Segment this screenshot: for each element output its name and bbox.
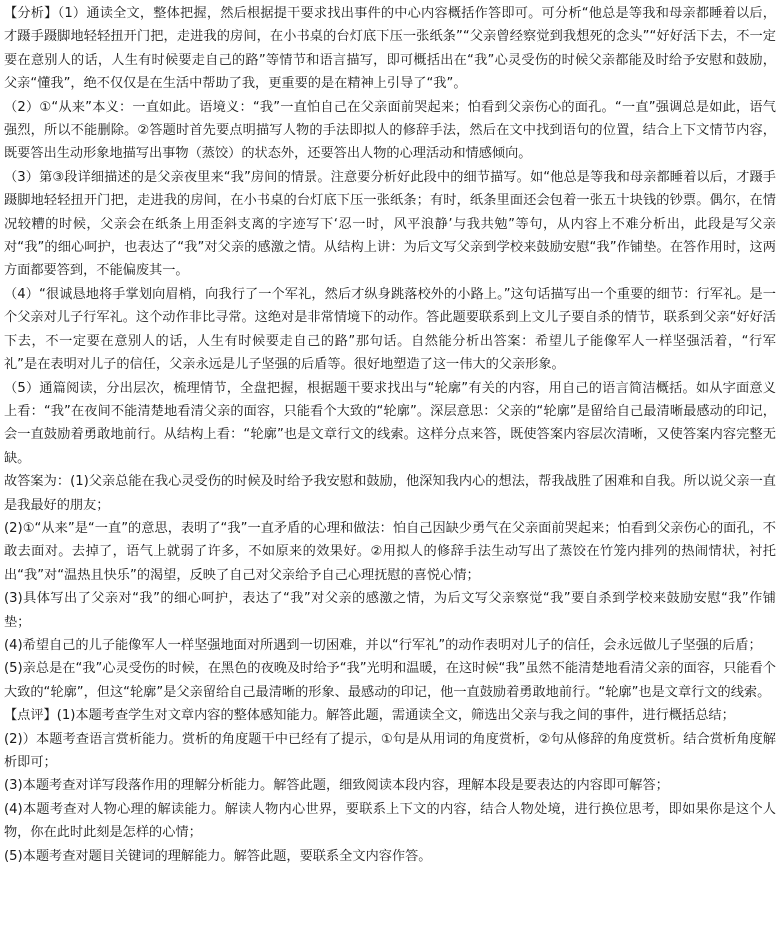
answer-q5: (5)亲总是在“我”心灵受伤的时候，在黑色的夜晚及时给予“我”光明和温暖，在这时候“我”虽然不能清楚地看清父亲的面容，只能看个大致的“轮廓”，但这“轮廓”是父亲留给自己最清晰的形象、最感动的印记，他一直鼓励着勇敢地前行。“轮廓”也是文章行文的线索。 xyxy=(4,661,776,700)
comment-q1: 【点评】(1)本题考查学生对文章内容的整体感知能力。解答此题，需通读全文，筛选出父亲与我之间的事件，进行概括总结； xyxy=(4,708,735,724)
answer-q2: (2)①“从来”是“一直”的意思，表明了“我”一直矛盾的心理和做法：怕自己因缺少勇气在父亲面前哭起来；怕看到父亲伤心的面孔，不敢去面对。去掉了，语气上就弱了许多，不如原来的效果好。②用拟人的修辞手法生动写出了蒸饺在竹笼内排列的热闹情状，衬托出“我”对“温热且快乐”的渴望，反映了自己对父亲给予自己心理抚慰的喜悦心情； xyxy=(4,520,776,583)
comment-q5: (5)本题考查对题目关键词的理解能力。解答此题，要联系全文内容作答。 xyxy=(4,848,432,864)
analysis-q3: （3）第③段详细描述的是父亲夜里来“我”房间的情景。注意要分析好此段中的细节描写。如“他总是等我和母亲都睡着以后，才蹑手蹑脚地轻轻扭开门把，走进我的房间，在小书桌的台灯底下压一张纸条；有时，纸条里面还会包着一张五十块钱的钞票。偶尔，在情况较糟的时候，父亲会在纸条上用歪斜支离的字迹写下‘忍一时，风平浪静’与我共勉”等句，从内容上不难分析出，此段是写父亲对“我”的细心呵护，也表达了“我”对父亲的感激之情。从结构上讲：为后文写父亲到学校来鼓励安慰“我”作铺垫。在答作用时，这两方面都要答到，不能偏废其一。 xyxy=(4,169,776,279)
answer-q3: (3)具体写出了父亲对“我”的细心呵护，表达了“我”对父亲的感激之情，为后文写父亲察觉“我”要自杀到学校来鼓励安慰“我”作铺垫； xyxy=(4,591,776,630)
analysis-q2: （2）①“从来”本义：一直如此。语境义：“我”一直怕自己在父亲面前哭起来；怕看到父亲伤心的面孔。“一直”强调总是如此，语气强烈，所以不能删除。②答题时首先要点明描写人物的手法即拟人的修辞手法，然后在文中找到语句的位置，结合上下文情节内容，既要答出生动形象地描写出事物（蒸饺）的状态外，还要答出人物的心理活动和情感倾向。 xyxy=(4,99,776,162)
answer-q4: (4)希望自己的儿子能像军人一样坚强地面对所遇到一切困难，并以“行军礼”的动作表明对儿子的信任，会永远做儿子坚强的后盾； xyxy=(4,637,762,653)
analysis-q5: （5）通篇阅读，分出层次，梳理情节，全盘把握，根据题干要求找出与“轮廓”有关的内容，用自己的语言简洁概括。如从字面意义上看：“我”在夜间不能清楚地看清父亲的面容，只能看个大致的“轮廓”。深层意思：父亲的“轮廓”是留给自己最清晰最感动的印记，会一直鼓励着勇敢地前行。从结构上看：“轮廓”也是文章行文的线索。这样分点来答，既使答案内容层次清晰，又使答案内容完整无缺。 xyxy=(4,380,776,466)
analysis-q4: （4）“很诚恳地将手掌划向眉梢，向我行了一个军礼，然后才纵身跳落校外的小路上。”这句话描写出一个重要的细节：行军礼。是一个父亲对儿子行军礼。这个动作非比寻常。这绝对是非常情境下的动作。答此题要联系到上文儿子要自杀的情节，联系到父亲“好好活下去，不一定要在意别人的话，人生有时候要走自己的路”那句话。自然能分析出答案：希望儿子能像军人一样坚强活着，“行军礼”是在表明对儿子的信任，父亲永远是儿子坚强的后盾等。很好地塑造了这一伟大的父亲形象。 xyxy=(4,286,776,373)
comment-q3: (3)本题考查对详写段落作用的理解分析能力。解答此题，细致阅读本段内容，理解本段是要表达的内容即可解答； xyxy=(4,778,669,794)
comment-q2: (2)）本题考查语言赏析能力。赏析的角度题干中已经有了提示，①句是从用词的角度赏析，②句从修辞的角度赏析。结合赏析角度解析即可； xyxy=(4,731,776,770)
analysis-intro-q1: 【分析】（1）通读全文，整体把握，然后根据提干要求找出事件的中心内容概括作答即可。可分析“他总是等我和母亲都睡着以后，才蹑手蹑脚地轻轻扭开门把，走进我的房间，在小书桌的台灯底下压一张纸条”“父亲曾经察觉到我想死的念头”“好好活下去，不一定要在意别人的话，人生有时候要走自己的路”等情节和语言描写，即可概括出在“我”心灵受伤的时候父亲都能及时给予安慰和鼓励，父亲“懂我”，绝不仅仅是在生活中帮助了我，更重要的是在精神上引导了“我”。 xyxy=(4,6,776,92)
comment-q4: (4)本题考查对人物心理的解读能力。解读人物内心世界，要联系上下文的内容，结合人物处境，进行换位思考，即如果你是这个人物，你在此时此刻是怎样的心情； xyxy=(4,801,776,841)
answer-q1: 故答案为：(1)父亲总能在我心灵受伤的时候及时给予我安慰和鼓励，他深知我内心的想法，帮我战胜了困难和自我。所以说父亲一直是我最好的朋友； xyxy=(4,474,776,513)
